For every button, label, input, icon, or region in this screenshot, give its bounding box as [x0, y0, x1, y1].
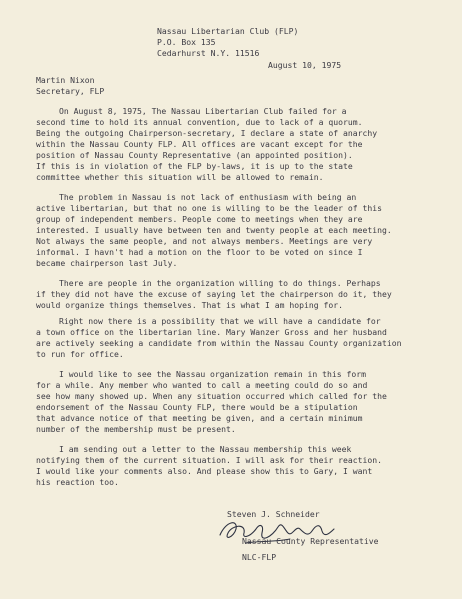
body-line: to run for office.	[36, 349, 124, 359]
body-line: group of independent members. People come to meetings when they are	[36, 214, 363, 224]
body-line: Being the outgoing Chairperson-secretary, I declare a state of anarchy	[36, 128, 378, 138]
body-line: I am sending out a letter to the Nassau membership this week	[59, 444, 352, 454]
recipient-title: Secretary, FLP	[36, 86, 105, 96]
body-line: see how many showed up. When any situation occurred which called for the	[36, 391, 387, 401]
letter-date: August 10, 1975	[268, 60, 342, 70]
signature-title: Nassau County Representative	[242, 536, 379, 546]
body-line: notifying them of the current situation. I will ask for their reaction.	[36, 455, 382, 465]
body-line: for a while. Any member who wanted to call a meeting could do so and	[36, 380, 368, 390]
body-line: are actively seeking a candidate from within the Nassau County organization	[36, 338, 402, 348]
body-line: his reaction too.	[36, 477, 119, 487]
body-line: that advance notice of that meeting be given, and a certain minimum	[36, 413, 363, 423]
body-line: On August 8, 1975, The Nassau Libertarian Club failed for a	[59, 106, 347, 116]
body-line: if they did not have the excuse of saying let the chairperson do it, they	[36, 289, 392, 299]
body-line: became chairperson last July.	[36, 258, 178, 268]
letterhead-org: Nassau Libertarian Club (FLP)	[157, 26, 299, 36]
body-line: I would like your comments also. And please show this to Gary, I want	[36, 466, 373, 476]
body-line: informal. I havn't had a motion on the floor to be voted on since I	[36, 247, 363, 257]
body-line: active libertarian, but that no one is willing to be the leader of this	[36, 203, 382, 213]
body-line: I would like to see the Nassau organization remain in this form	[59, 369, 366, 379]
signature-initials: NLC-FLP	[242, 552, 277, 562]
body-line: within the Nassau County FLP. All offices are vacant except for the	[36, 139, 363, 149]
body-line: position of Nassau County Representative (an appointed position).	[36, 150, 353, 160]
body-line: endorsement of the Nassau County FLP, there would be a stipulation	[36, 402, 358, 412]
signature-typed-name: Steven J. Schneider	[227, 509, 320, 519]
body-line: Right now there is a possibility that we will have a candidate for	[59, 316, 381, 326]
body-line: If this is in violation of the FLP by-laws, it is up to the state	[36, 161, 353, 171]
body-line: The problem in Nassau is not lack of enthusiasm with being an	[59, 192, 357, 202]
body-line: second time to hold its annual convention, due to lack of a quorum.	[36, 117, 363, 127]
body-line: Not always the same people, and not always members. Meetings are very	[36, 236, 373, 246]
recipient-name: Martin Nixon	[36, 75, 95, 85]
body-line: There are people in the organization willing to do things. Perhaps	[59, 278, 381, 288]
letterhead-city: Cedarhurst N.Y. 11516	[157, 48, 260, 58]
letterhead-box: P.O. Box 135	[157, 37, 216, 47]
body-line: interested. I usually have between ten and twenty people at each meeting.	[36, 225, 392, 235]
body-line: would organize things themselves. That is what I am hoping for.	[36, 300, 343, 310]
body-line: a town office on the libertarian line. Mary Wanzer Gross and her husband	[36, 327, 387, 337]
body-line: committee whether this situation will be allowed to remain.	[36, 172, 324, 182]
body-line: number of the membership must be present.	[36, 424, 236, 434]
